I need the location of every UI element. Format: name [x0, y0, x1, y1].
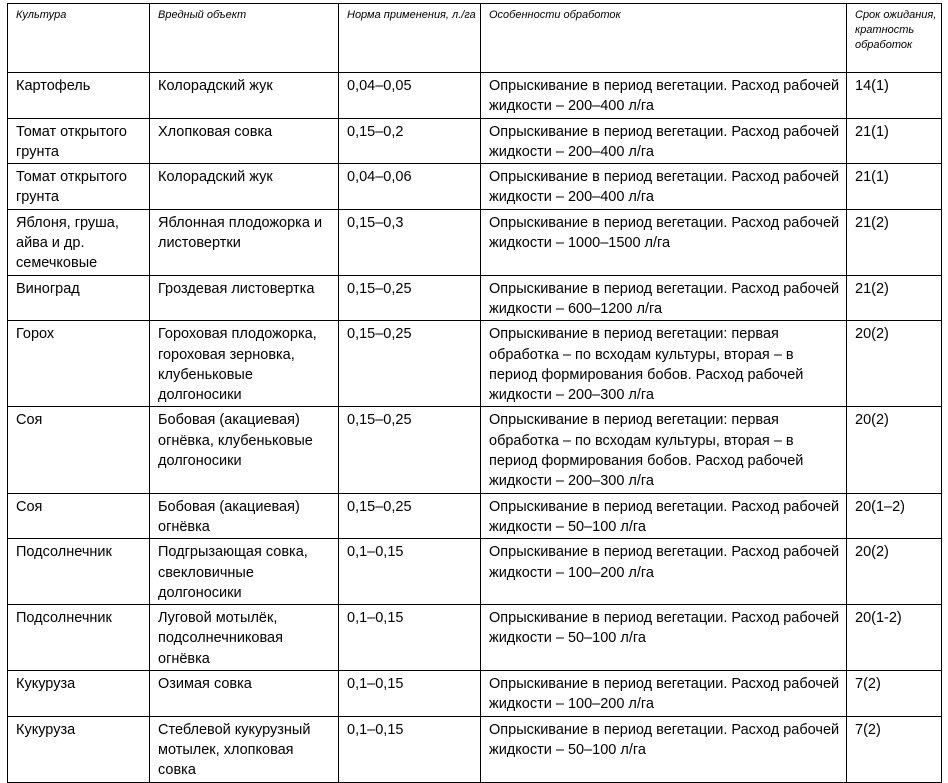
cell-rate: 0,15–0,2	[339, 118, 481, 164]
cell-culture: Томат открытого грунта	[8, 118, 150, 164]
cell-features: Опрыскивание в период вегетации. Расход рабочей жидкости – 100–200 л/га	[481, 539, 847, 605]
cell-culture: Кукуруза	[8, 671, 150, 717]
cell-features: Опрыскивание в период вегетации. Расход рабочей жидкости – 50–100 л/га	[481, 605, 847, 671]
table-row	[8, 321, 942, 407]
cell-rate: 0,1–0,15	[339, 539, 481, 605]
cell-culture: Яблоня, груша, айва и др. семечковые	[8, 209, 150, 275]
cell-rate: 0,15–0,25	[339, 275, 481, 321]
cell-waiting: 20(1–2)	[847, 493, 942, 539]
cell-rate: 0,1–0,15	[339, 671, 481, 717]
cell-waiting: 21(2)	[847, 275, 942, 321]
cell-features: Опрыскивание в период вегетации. Расход рабочей жидкости – 200–400 л/га	[481, 73, 847, 119]
cell-features: Опрыскивание в период вегетации. Расход рабочей жидкости – 50–100 л/га	[481, 493, 847, 539]
cell-pest: Хлопковая совка	[150, 118, 339, 164]
cell-rate: 0,04–0,05	[339, 73, 481, 119]
cell-culture: Соя	[8, 493, 150, 539]
cell-features: Опрыскивание в период вегетации. Расход рабочей жидкости – 200–400 л/га	[481, 164, 847, 210]
cell-waiting: 20(2)	[847, 539, 942, 605]
cell-culture: Подсолнечник	[8, 605, 150, 671]
header-culture: Культура	[8, 4, 150, 73]
cell-pest: Колорадский жук	[150, 73, 339, 119]
cell-features: Опрыскивание в период вегетации. Расход рабочей жидкости – 100–200 л/га	[481, 671, 847, 717]
cell-pest: Подгрызающая совка, свекловичные долгоносики	[150, 539, 339, 605]
header-features: Особенности обработок	[481, 4, 847, 73]
cell-culture: Кукуруза	[8, 716, 150, 782]
cell-features: Опрыскивание в период вегетации. Расход рабочей жидкости – 200–400 л/га	[481, 118, 847, 164]
cell-rate: 0,15–0,3	[339, 209, 481, 275]
table-row	[8, 671, 942, 717]
table-header-row	[8, 4, 942, 73]
table-row	[8, 605, 942, 671]
cell-rate: 0,04–0,06	[339, 164, 481, 210]
cell-features: Опрыскивание в период вегетации: первая обработка – по всходам культуры, вторая – в период формирования бобов. Расход рабочей жидкости – 200–300 л/га	[481, 321, 847, 407]
cell-waiting: 7(2)	[847, 671, 942, 717]
table-row	[8, 275, 942, 321]
table-row	[8, 716, 942, 782]
table-row	[8, 407, 942, 493]
table-row	[8, 118, 942, 164]
cell-rate: 0,15–0,25	[339, 493, 481, 539]
cell-rate: 0,1–0,15	[339, 716, 481, 782]
cell-waiting: 20(2)	[847, 321, 942, 407]
cell-waiting: 20(2)	[847, 407, 942, 493]
cell-pest: Стеблевой кукурузный мотылек, хлопковая совка	[150, 716, 339, 782]
cell-features: Опрыскивание в период вегетации. Расход рабочей жидкости – 1000–1500 л/га	[481, 209, 847, 275]
cell-waiting: 21(2)	[847, 209, 942, 275]
cell-culture: Картофель	[8, 73, 150, 119]
cell-culture: Томат открытого грунта	[8, 164, 150, 210]
cell-pest: Яблонная плодожорка и листовертки	[150, 209, 339, 275]
cell-waiting: 20(1-2)	[847, 605, 942, 671]
cell-features: Опрыскивание в период вегетации: первая обработка – по всходам культуры, вторая – в период формирования бобов. Расход рабочей жидкости – 200–300 л/га	[481, 407, 847, 493]
cell-pest: Озимая совка	[150, 671, 339, 717]
header-rate: Норма применения, л./га	[339, 4, 481, 73]
cell-waiting: 14(1)	[847, 73, 942, 119]
cell-rate: 0,15–0,25	[339, 321, 481, 407]
table-row	[8, 209, 942, 275]
cell-waiting: 7(2)	[847, 716, 942, 782]
cell-rate: 0,15–0,25	[339, 407, 481, 493]
cell-pest: Гороховая плодожорка, гороховая зерновка, клубеньковые долгоносики	[150, 321, 339, 407]
cell-pest: Колорадский жук	[150, 164, 339, 210]
header-waiting: Срок ожидания, кратность обработок	[847, 4, 942, 73]
table-row	[8, 73, 942, 119]
cell-pest: Бобовая (акациевая) огнёвка	[150, 493, 339, 539]
cell-pest: Луговой мотылёк, подсолнечниковая огнёвка	[150, 605, 339, 671]
cell-waiting: 21(1)	[847, 118, 942, 164]
cell-culture: Подсолнечник	[8, 539, 150, 605]
cell-culture: Виноград	[8, 275, 150, 321]
cell-pest: Бобовая (акациевая) огнёвка, клубеньковые долгоносики	[150, 407, 339, 493]
cell-rate: 0,1–0,15	[339, 605, 481, 671]
cell-culture: Соя	[8, 407, 150, 493]
cell-features: Опрыскивание в период вегетации. Расход рабочей жидкости – 600–1200 л/га	[481, 275, 847, 321]
cell-culture: Горох	[8, 321, 150, 407]
pesticide-application-table	[7, 3, 942, 783]
cell-pest: Гроздевая листовертка	[150, 275, 339, 321]
table-row	[8, 539, 942, 605]
header-pest: Вредный объект	[150, 4, 339, 73]
table-row	[8, 493, 942, 539]
table-row	[8, 164, 942, 210]
cell-waiting: 21(1)	[847, 164, 942, 210]
cell-features: Опрыскивание в период вегетации. Расход рабочей жидкости – 50–100 л/га	[481, 716, 847, 782]
